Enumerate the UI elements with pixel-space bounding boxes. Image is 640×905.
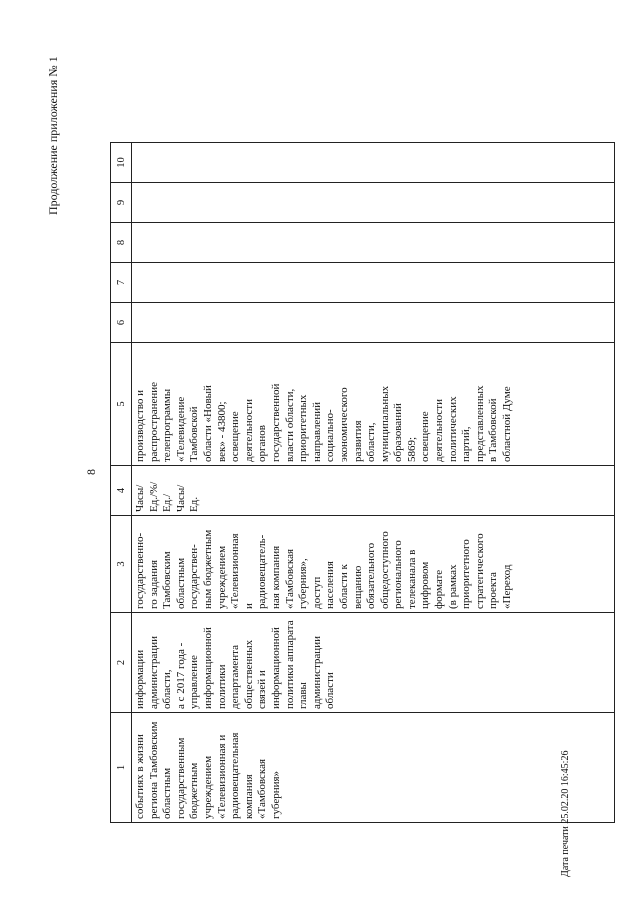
table-cell [132,343,615,466]
table-cell [132,303,615,343]
column-header: 7 [111,263,132,303]
cell-text: производство и распространение телепрограммы «Телевидение Тамбовской области «Новый век» - 43800; освещение деятельности органов государственной власти области, приоритетных направлений социально- экономического развития области, муниципальных образований 5869; освещение деятельности политических партий, представленных в Тамбовской областной Думе [134,381,514,462]
cell-text: событиях в жизни региона Тамбовским областным государственным бюджетным учреждением «Телевизионная и радиовещательная компания «Тамбовская губерния» [134,721,282,819]
column-header: 10 [111,143,132,183]
continuation-title: Продолжение приложения № 1 [46,56,60,215]
table-cell [132,223,615,263]
column-header: 2 [111,613,132,713]
table-cell [132,466,615,516]
print-date: Дата печати 25.02.20 16:45:26 [560,750,571,877]
column-header: 4 [111,466,132,516]
column-header: 6 [111,303,132,343]
table-cell [132,263,615,303]
table-row [132,143,615,823]
table-cell [132,713,615,823]
cell-text: государственно- го задания Тамбовским областным государствен- ным бюджетным учреждением «Телевизионная и радиовещатель- ная компания «Тамбовская губерния», доступ населения области к вещанию обязательного общедоступного регионального телеканала в цифровом формате (в рамках приоритетного стратегического проекта «Переход [134,529,514,609]
header-row [111,143,132,823]
page-number: 8 [84,469,98,475]
cell-text: Часы/ Ед./%/ Ед./ Часы/ Ед. [134,481,201,512]
table-cell [132,143,615,183]
table-cell [132,183,615,223]
column-header: 3 [111,516,132,613]
table-cell [132,613,615,713]
appendix-table [110,142,615,823]
column-header: 5 [111,343,132,466]
table-cell [132,516,615,613]
cell-text: информации администрации области, а с 2017 года - управление информационной политики департамента общественных связей и информационной политики аппарата главы администрации области [134,620,337,709]
column-header: 8 [111,223,132,263]
column-header: 1 [111,713,132,823]
column-header: 9 [111,183,132,223]
